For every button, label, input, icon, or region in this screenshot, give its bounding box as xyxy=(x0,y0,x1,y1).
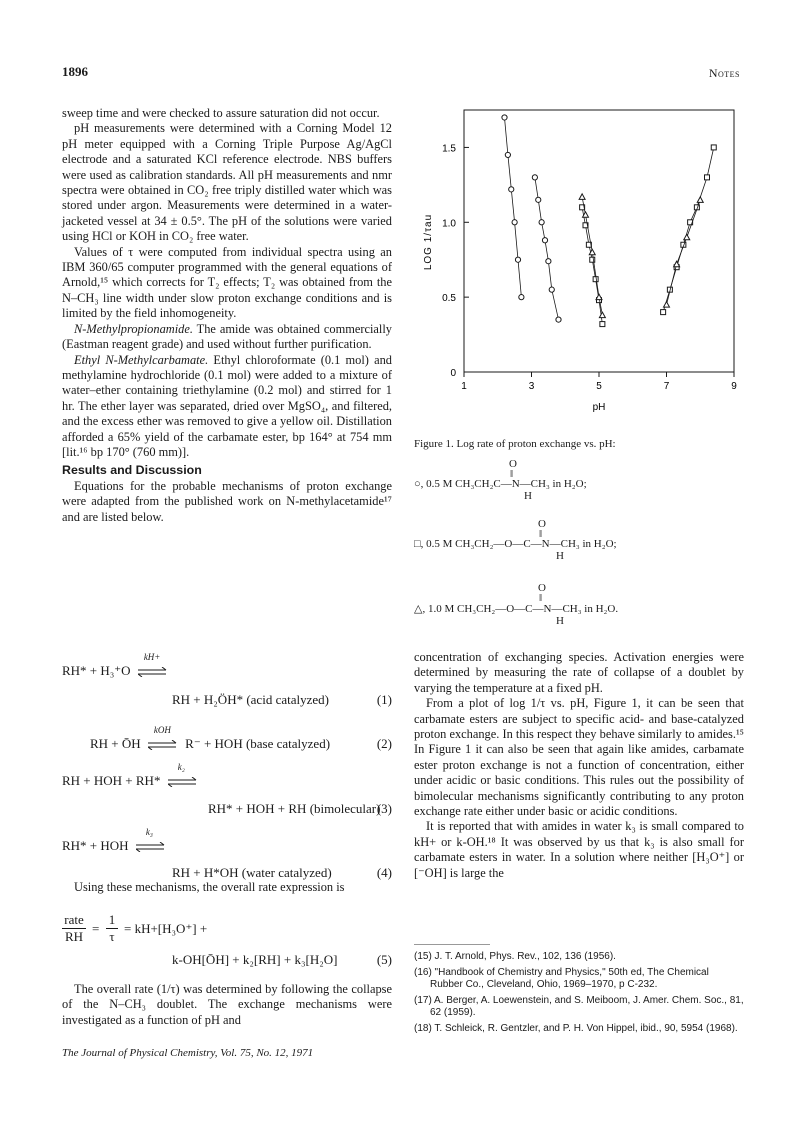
y-axis-label: LOG 1/τau xyxy=(423,213,434,271)
equations xyxy=(62,652,392,915)
paragraph: From a plot of log 1/τ vs. pH, Figure 1, it can be seen that carbamate esters are subject to specific acid- and base-catalyzed proton exchange. In this respect they behave similarly to amides.¹⁵ In Figure 1 it can also be seen that again like amides, carbamate ester proton exchange is not a function of concentration, either under acidic or basic conditions. This rules out the possibility of bimolecular mechanisms significantly contributing to any proton exchange rate either under basic or acidic conditions. xyxy=(414,696,744,819)
section-heading: Results and Discussion xyxy=(62,463,202,478)
data-point-triangle xyxy=(684,234,690,240)
carbonyl-oxygen: O xyxy=(509,458,517,470)
equation-number: (5) xyxy=(376,952,392,967)
x-tick-label: 3 xyxy=(528,381,535,392)
paragraph: pH measurements were determined with a Corning Model 12 pH meter equipped with a Corning Triple Purpose Ag/AgCl electrode and a saturated KCl reference electrode. NBS buffers were used as calibration standards. All pH measurements and nmr spectra were obtained in CO₂ free triply distilled water which was stored under argon. Measurements were determined in a water-jacketed vessel at 34 ± 0.5°. The pH of the solutions were varied using HCl or KOH in CO₂ free water. xyxy=(62,121,392,244)
data-point-circle xyxy=(549,287,554,292)
paragraph-title: Ethyl N-Methylcarbamate. xyxy=(74,352,209,367)
data-point-circle xyxy=(519,295,524,300)
left-column xyxy=(62,106,392,525)
reference: (18) T. Schleick, R. Gentzler, and P. H. Von Hippel, ibid., 90, 5954 (1968). xyxy=(414,1022,738,1034)
data-point-square xyxy=(705,175,710,180)
data-point-triangle xyxy=(697,197,703,203)
rate-constant: kH+ xyxy=(143,652,161,662)
legend-entry: O ‖ ○, 0.5 M CH₃CH₂C—N—CH₃ in H₂O; H xyxy=(414,458,587,502)
equation-2-rhs: R⁻ + HOH (base catalyzed) xyxy=(185,736,331,751)
page-number: 1896 xyxy=(62,64,88,79)
rate-constant: kOH xyxy=(153,725,171,735)
fraction-numerator: 1 xyxy=(108,912,116,927)
data-point-triangle xyxy=(579,194,585,200)
rate-equation-part2: k-OH[ŌH] + k₂[RH] + k₃[H₂O] xyxy=(172,952,338,967)
data-point-square xyxy=(711,145,716,150)
data-point-circle xyxy=(512,220,517,225)
figure-caption: Figure 1. Log rate of proton exchange vs. pH: xyxy=(414,438,616,450)
equation-number: (3) xyxy=(376,801,392,816)
paragraph: The overall rate (1/τ) was determined by following the collapse of the N–CH₃ doublet. The exchange mechanisms were investigated as a function of pH and xyxy=(62,982,392,1027)
paragraph: sweep time and were checked to assure saturation did not occur. xyxy=(62,106,380,120)
equation-number: (1) xyxy=(376,692,392,707)
equation-4-lhs: RH* + HOH xyxy=(62,838,129,853)
equilibrium-arrow xyxy=(136,827,170,854)
fraction-numerator: rate xyxy=(64,912,84,927)
legend-entry: O ‖ △, 1.0 M CH₃CH₂—O—C—N—CH₃ in H₂O. H xyxy=(414,582,618,627)
data-point-circle xyxy=(536,197,541,202)
equilibrium-arrow xyxy=(148,725,182,752)
equation-number: (2) xyxy=(376,736,392,751)
legend-entry: O ‖ □, 0.5 M CH₃CH₂—O—C—N—CH₃ in H₂O; H xyxy=(414,518,617,562)
data-point-triangle xyxy=(596,294,602,300)
rate-constant: k₂ xyxy=(177,762,185,772)
data-point-circle xyxy=(515,257,520,262)
journal-footer: The Journal of Physical Chemistry, Vol. 75, No. 12, 1971 xyxy=(62,1047,314,1059)
equation-3-rhs: RH* + HOH + RH (bimolecular) xyxy=(208,801,381,816)
paragraph: concentration of exchanging species. Activation energies were determined by measuring the rate of collapse of a doublet by varying the temperature at a fixed pH. xyxy=(414,650,744,695)
amide-hydrogen: H xyxy=(556,550,564,562)
equilibrium-arrow xyxy=(168,762,202,789)
section-title: Notes xyxy=(708,66,740,80)
paragraph-body: Ethyl chloroformate (0.1 mol) and methylamine hydrochloride (0.1 mol) were added to a mixture of water–ether containing triethylamine (0.2 mol) and stirred for 1 hr. The ether layer was separated, dried over MgSO₄, and filtered, and the excess ether was removed to give a yellow oil. Distillation afforded a 65% yield of the carbamate ester, bp 164° at 754 mm [lit.¹⁶ bp 170° (760 mm)]. xyxy=(62,352,392,459)
paragraph xyxy=(62,353,392,461)
data-point-square xyxy=(593,277,598,282)
carbonyl-oxygen: O xyxy=(538,518,546,530)
equation-1-lhs: RH* + H₃⁺O xyxy=(62,663,131,678)
series-line xyxy=(505,118,522,298)
equation-4-rhs: RH + H*OH (water catalyzed) xyxy=(172,865,332,880)
paragraph: It is reported that with amides in water k₃ is small compared to kH+ or k-OH.¹⁸ It was observed by us that k₃ is also small for carbamate esters in water. In a solution where neither [H₃O⁺] or [⁻OH] is large the xyxy=(414,819,744,880)
data-point-triangle xyxy=(674,261,680,267)
reference: (15) J. T. Arnold, Phys. Rev., 102, 136 (1956). xyxy=(414,951,616,962)
reference: (16) "Handbook of Chemistry and Physics," 50th ed, The Chemical Rubber Co., Cleveland, Ohio, 1969–1970, p C-232. xyxy=(414,966,709,990)
x-tick-label: 1 xyxy=(461,381,467,392)
paragraph: Values of τ were computed from individual spectra using an IBM 360/65 computer programmed with the general equations of Arnold,¹⁵ which corrects for T₂ effects; T₂ was obtained from the N–CH₃ line width under slow proton exchange conditions and is limited by the field inhomogeneity. xyxy=(62,244,392,321)
figure-1-chart xyxy=(414,92,744,422)
data-point-triangle xyxy=(664,302,670,308)
chart-frame xyxy=(464,110,734,372)
data-point-circle xyxy=(509,187,514,192)
equation-number: (4) xyxy=(376,865,392,880)
legend-formula: △, 1.0 M CH₃CH₂—O—C—N—CH₃ in H₂O. xyxy=(414,603,619,615)
carbonyl-oxygen: O xyxy=(538,582,546,594)
legend-formula: ○, 0.5 M CH₃CH₂C—N—CH₃ in H₂O; xyxy=(414,478,587,490)
paragraph: Equations for the probable mechanisms of proton exchange were adapted from the published work on N-methylacetamide¹⁷ and are listed below. xyxy=(62,478,392,524)
left-column-cont xyxy=(62,880,392,895)
y-tick-label: 1.5 xyxy=(442,143,456,155)
reference: (17) A. Berger, A. Loewenstein, and S. Meiboom, J. Amer. Chem. Soc., 81, 62 (1959). xyxy=(414,994,744,1018)
x-axis-label: pH xyxy=(592,402,606,413)
paragraph xyxy=(62,322,392,353)
x-tick-label: 5 xyxy=(596,381,602,392)
rate-equation: rate RH = $\frac{1}{\tau}$ = kH+[H₃O⁺] + k-OH[ŌH] + k₂[RH] + k₃[H₂O] (5) xyxy=(62,912,392,982)
data-point-circle xyxy=(546,259,551,264)
right-column xyxy=(414,650,744,881)
paragraph-body: The amide was obtained commercially (Eastman reagent grade) and used without further purification. xyxy=(62,321,392,352)
equilibrium-arrow xyxy=(138,652,172,679)
data-point-circle xyxy=(532,175,537,180)
left-column-end xyxy=(62,982,392,1028)
equation-2-lhs: RH + ŌH xyxy=(90,736,141,751)
x-tick-label: 9 xyxy=(731,381,737,392)
x-tick-label: 7 xyxy=(663,381,670,392)
fraction-denominator: τ xyxy=(106,928,118,945)
rate-equation-part1: = kH+[H₃O⁺] + xyxy=(124,921,208,936)
data-point-square xyxy=(661,310,666,315)
legend-formula: □, 0.5 M CH₃CH₂—O—C—N—CH₃ in H₂O; xyxy=(414,538,617,550)
y-tick-label: 1.0 xyxy=(442,218,456,230)
y-tick-label: 0.5 xyxy=(442,293,456,305)
data-point-circle xyxy=(539,220,544,225)
amide-hydrogen: H xyxy=(524,490,532,502)
paragraph-title: N-Methylpropionamide. xyxy=(74,321,193,336)
references xyxy=(414,944,744,1038)
data-point-circle xyxy=(542,238,547,243)
data-point-square xyxy=(600,322,605,327)
amide-hydrogen: H xyxy=(556,615,564,627)
data-point-circle xyxy=(505,152,510,157)
equation-3-lhs: RH + HOH + RH* xyxy=(62,773,161,788)
fraction-denominator: RH xyxy=(62,928,86,945)
rate-constant: k₃ xyxy=(145,827,153,837)
y-tick-label: 0 xyxy=(450,368,456,379)
data-point-triangle xyxy=(599,312,605,318)
equation-1-rhs: RH + H₂ÖH* (acid catalyzed) xyxy=(172,692,329,707)
paragraph: Using these mechanisms, the overall rate expression is xyxy=(74,880,345,894)
data-point-circle xyxy=(556,317,561,322)
data-point-circle xyxy=(502,115,507,120)
